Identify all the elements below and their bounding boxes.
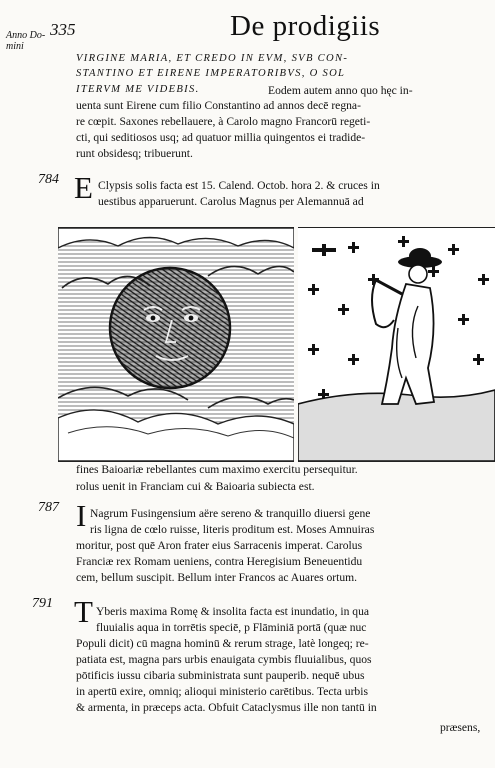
text-line: Clypsis solis facta est 15. Calend. Octob. hora 2. & cruces in [98, 179, 380, 192]
text-line: uenta sunt Eirene cum filio Constantino ad annos decē regna- [76, 99, 361, 112]
page-number: 335 [50, 20, 76, 39]
margin-note-anno-domini: Anno Do- mini [6, 30, 46, 52]
text-line: moritur, post quē Aron frater eius Sarracenis imperat. Carolus [76, 539, 363, 552]
catchword: præsens, [440, 721, 481, 734]
text-line: Franciæ rex Romam ueniens, contra Heregisium Beneuentidu [76, 555, 363, 568]
text-line: in apertū exire, omniq; alioqui ministerio carētibus. Tecta urbis [76, 685, 368, 698]
text-line: patiata est, magna pars urbis enauigata cymbis fluuialibus, quos [76, 653, 372, 666]
drop-initial-t: T [74, 594, 93, 629]
caps-line-3: ITERVM ME VIDEBIS. [76, 84, 200, 95]
text-line: ris ligna de cœlo ruisse, literis proditum est. Moses Amnuiras [90, 523, 375, 536]
crosses-figure-woodcut [298, 227, 495, 462]
caps-line-1: VIRGINE MARIA, ET CREDO IN EVM, SVB CON- [76, 53, 349, 64]
drop-initial-e: E [74, 170, 93, 205]
text-line: re cœpit. Saxones rebellauere, à Carolo magno Francorū regeti- [76, 115, 371, 128]
text-line: Yberis maxima Romę & insolita facta est inundatio, in qua [96, 605, 370, 618]
text-line: Populi dicit) cū magna hominū & rerum strage, latè longeq; re- [76, 637, 369, 650]
text-line: cem, bellum suscipit. Bellum inter Francos ac Auares ortum. [76, 571, 358, 584]
line-3-tail: Eodem autem anno quo hęc in- [268, 84, 413, 97]
text-line: rolus uenit in Franciam cui & Baioaria subiecta est. [76, 480, 315, 493]
eclipse-face-woodcut [58, 227, 294, 462]
year-number-787: 787 [38, 500, 59, 515]
year-number-784: 784 [38, 172, 59, 187]
text-line: fines Baioariæ rebellantes cum maximo exercitu persequitur. [76, 463, 358, 476]
text-line: Nagrum Fusingensium aëre sereno & tranquillo diuersi gene [90, 507, 371, 520]
text-line: runt obsidesq; tribuerunt. [76, 147, 193, 160]
text-line: pōtificis iussu cibaria subministrata sunt pauperib. nequē ubus [76, 669, 365, 682]
text-line: cti, qui seditiosos usq; ad quatuor millia quingentos ei tradide- [76, 131, 366, 144]
text-line: fluuialis aqua in torrētis speciē, p Flāminiā portā (quæ nuc [96, 621, 367, 634]
text-line: & armenta, in præceps acta. Obfuit Cataclysmus ille non tantū in [76, 701, 377, 714]
running-head: De prodigiis [230, 10, 381, 42]
text-line: uestibus apparuerunt. Carolus Magnus per Alemannuā ad [98, 195, 364, 208]
drop-initial-i: I [76, 498, 87, 533]
caps-line-2: STANTINO ET EIRENE IMPERATORIBVS, O SOL [76, 68, 346, 79]
year-number-791: 791 [32, 596, 53, 611]
